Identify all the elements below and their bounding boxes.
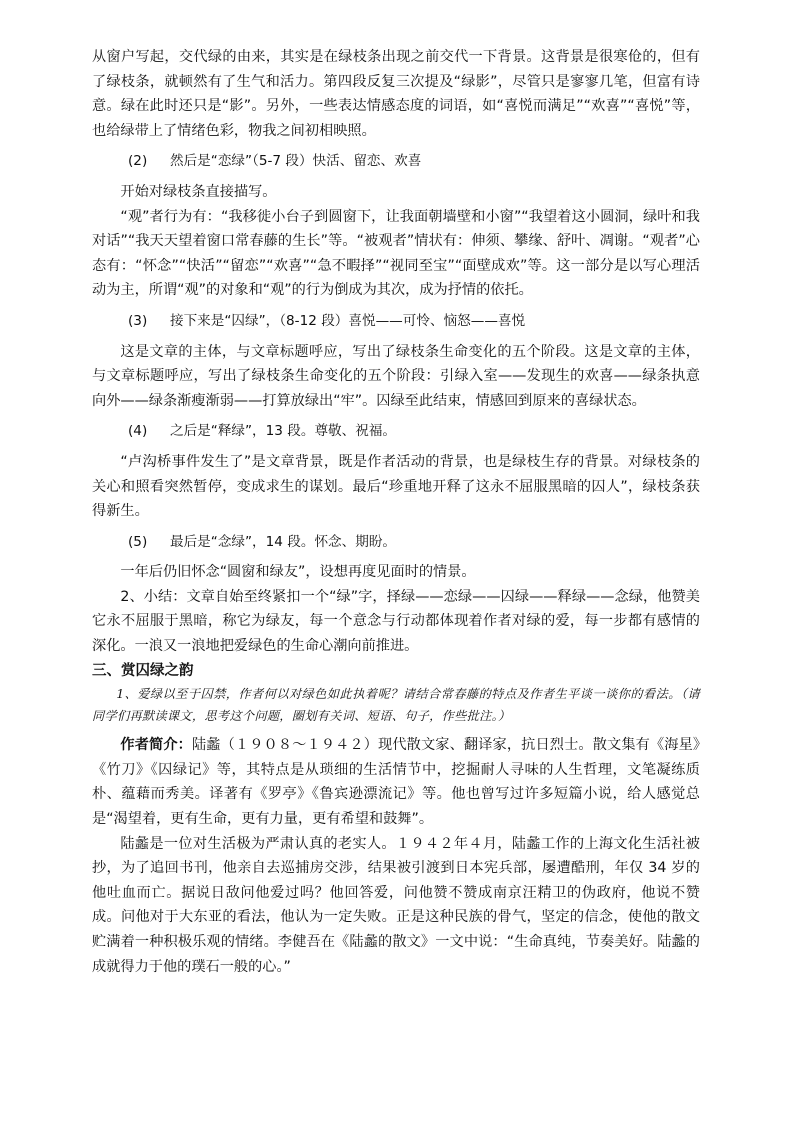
paragraph-lugou-bridge: “卢沟桥事件发生了”是文章背景，既是作者活动的背景，也是绿枝生存的背景。对绿枝条的关心和照看突然暂停，变成求生的谋划。最后“珍重地开释了这永不屈服黑暗的囚人”，绿枝条获得新生。 [92,453,700,520]
section-number: (2) [128,153,148,170]
section-title: 最后是“念绿”，14 段。怀念、期盼。 [170,533,397,550]
paragraph-summary: 2、小结：文章自始至终紧扣一个“绿”字，择绿——恋绿——囚绿——释绿——念绿，他赞美它永不屈服于黑暗，称它为绿友，每一个意念与行动都体现着作者对绿的爱，每一步都有感情的深化。一浪又一浪地把爱绿色的生命心潮向前推进。 [92,588,700,655]
paragraph-window-background: 从窗户写起，交代绿的由来，其实是在绿枝条出现之前交代一下背景。这背景是很寒伧的，但有了绿枝条，就顿然有了生气和活力。第四段反复三次提及“绿影”，尽管只是寥寥几笔，但富有诗意。绿在此时还只是“影”。另外，一些表达情感态度的词语，如“喜悦而满足”“欢喜”“喜悦”等，也给绿带上了情绪色彩，物我之间初相映照。 [92,49,700,139]
section-number: (5) [128,533,148,550]
section-heading-appreciation: 三、赏囚绿之韵 [92,662,194,679]
author-intro [92,733,700,831]
section-title: 接下来是“囚绿”，（8-12 段）喜悦——可怜、恼怒——喜悦 [170,312,526,329]
paragraph-observer: “观”者行为有：“我移徙小台子到圆窗下，让我面朝墙壁和小窗”“我望着这小圆洞，绿叶和我对话”“我天天望着窗口常春藤的生长”等。“被观者”情状有：伸须、攀缘、舒叶、凋谢。“观者”心态有：“怀念”“快活”“留恋”“欢喜”“急不暇择”“视同至宝”“面壁成欢”等。这一部分是以写心理活动为主，所谓“观”的对象和“观”的行为倒成为其次，成为抒情的依托。 [92,208,700,299]
section-title: 之后是“释绿”，13 段。尊敬、祝福。 [170,423,397,440]
paragraph-direct-description: 开始对绿枝条直接描写。 [120,183,277,200]
author-intro-text: 陆蠡（１９０８～１９４２）现代散文家、翻译家，抗日烈士。散文集有《海星》《竹刀》《囚绿记》等，其特点是从琐细的生活情节中，挖掘耐人寻味的人生哲理，文笔凝练质朴、蕴藉而秀美。译著有《罗亭》《鲁宾逊漂流记》等。他也曾写过许多短篇小说，给人感觉总是“渴望着，更有生命，更有力量，更有希望和鼓舞”。 [92,737,700,828]
section-heading-shi-lv [92,419,700,444]
section-number: (4) [128,423,148,440]
document-page [92,45,700,979]
section-heading-lian-lv [92,149,700,174]
section-title: 然后是“恋绿”（5-7 段）快活、留恋、欢喜 [170,153,422,170]
section-number: (3) [128,312,148,329]
paragraph-lu-li-biography: 陆蠡是一位对生活极为严肃认真的老实人。１９４２年４月，陆蠡工作的上海文化生活社被抄，为了追回书刊，他亲自去巡捕房交涉，结果被引渡到日本宪兵部，屡遭酷刑，年仅 34 岁的他吐血而亡。据说日敌问他爱过吗？他回答爱，问他赞不赞成南京汪精卫的伪政府，他说不赞成。问他对于大东亚的看法，他认为一定失败。正是这种民族的骨气，坚定的信念，使他的散文贮满着一种积极乐观的情绪。李健吾在《陆蠡的散文》一文中说：“生命真纯，节奏美好。陆蠡的成就得力于他的璞石一般的心。” [92,835,700,975]
paragraph-main-body: 这是文章的主体，与文章标题呼应，写出了绿枝条生命变化的五个阶段。这是文章的主体，与文章标题呼应，写出了绿枝条生命变化的五个阶段：引绿入室——发现生的欢喜——绿条执意向外——绿条渐瘦渐弱——打算放绿出“牢”。囚绿至此结束，情感回到原来的喜绿状态。 [92,343,700,409]
section-heading-qiu-lv [92,309,700,334]
paragraph-remembrance: 一年后仍旧怀念“圆窗和绿友”，设想再度见面时的情景。 [120,564,476,581]
question-text: 1、爱绿以至于囚禁，作者何以对绿色如此执着呢？请结合常春藤的特点及作者生平谈一谈你的看法。（请同学们再默读课文，思考这个问题，圈划有关词、短语、句子，作些批注。） [92,687,700,724]
author-intro-label: 作者简介： [120,737,192,754]
section-heading-nian-lv [92,530,700,555]
